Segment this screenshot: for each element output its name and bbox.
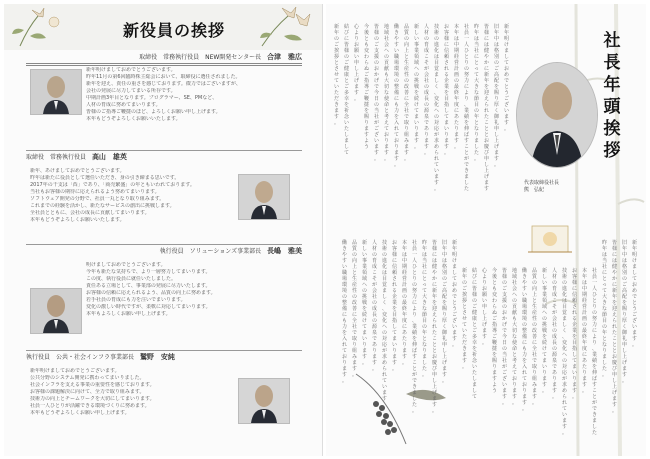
officer-title: 執行役員 ソリューションズ事業部長 (159, 248, 262, 255)
message-column: 本 年 は 中 期 経 営 計 画 の 最 終 年 度 に あ た り ま す 。 (582, 268, 588, 394)
message-line: 本年もどうぞよろしくお願いいたします。 (30, 217, 125, 223)
message-line: これまでの経験を活かし、新たなサービスの創出に挑戦します。 (30, 203, 175, 209)
message-line: 皆様のご指導ご鞭撻のほど、よろしくお願い申し上げます。 (86, 109, 221, 115)
message-column: 技 術 の 進 化 は 目 覚 ま し く 、 変 化 へ の 対 応 が 求 め ら れ て い ま す 。 (562, 268, 568, 436)
message-line: 公共分野のシステム開発に携わってまいりました。 (30, 375, 145, 381)
message-column: 働 き や す い 職 場 環 境 の 整 備 に も 力 を 入 れ て お り ま す 。 (522, 268, 528, 412)
president-role: 代表取締役社長 (524, 180, 560, 186)
message-column: お 客 様 に 信 頼 さ れ る 企 業 を 目 指 し て ま い り ま す 。 (444, 24, 450, 156)
lily-illustration-right (254, 6, 320, 48)
message-line: 本年もどうぞよろしくお願い申し上げます。 (30, 410, 130, 416)
section-rule (26, 244, 302, 245)
message-line: 新年、あけましておめでとうございます。 (30, 168, 125, 174)
officer-section-2 (26, 152, 302, 162)
left-page (4, 4, 323, 456)
message-column: 品 質 の 向 上 と 生 産 性 の 改 善 に 全 社 で 取 り 組 み ま す 。 (352, 240, 358, 378)
message-column: 地 域 社 会 へ の 貢 献 も 大 切 な 使 命 と 考 え て お り ま す 。 (384, 24, 390, 162)
message-line: 昨年は新たに役員として選任いただき、身の引き締まる思いです。 (30, 175, 180, 181)
message-column: 新 年 の ご 挨 拶 と さ せ て い た だ き ま す 。 (334, 24, 340, 126)
message-line: 会社の発展に尽力してまいる所存です。 (86, 88, 176, 94)
title-char: 頭 (603, 97, 621, 117)
message-column: 心 よ り お 願 い 申 し 上 げ ま す 。 (354, 24, 360, 102)
message-column: 本 年 は 中 期 経 営 計 画 の 最 終 年 度 に あ た り ま す 。 (454, 24, 460, 150)
title-char: 年 (603, 75, 621, 95)
title-char: 挨 (603, 119, 621, 139)
officer-heading (26, 246, 302, 256)
message-line: 中期計画3年目となります。プログラマー、SE、PMなど、 (86, 95, 218, 101)
title-char: 社 (603, 31, 621, 51)
officer-photo (30, 69, 82, 115)
message-line: 変化の激しい時代ですが、柔軟に対応してまいります。 (86, 304, 211, 310)
message-column: 新 し い 事 業 領 域 へ の 挑 戦 を 続 け て ま い り ま す 。 (362, 240, 368, 366)
new-year-card-illustration (522, 222, 582, 262)
message-column: 昨 年 は 当 社 に と っ て 大 き な 節 目 の 年 と な り ま し た 。 (474, 24, 480, 162)
officer-message (86, 67, 300, 123)
message-line: 若手社員の育成にも力を注いでまいります。 (86, 297, 186, 303)
message-line: 新年を迎え、責任の重さを感じております。微力ではございますが、 (86, 81, 241, 87)
message-column: 品 質 の 向 上 と 生 産 性 の 改 善 に 全 社 で 取 り 組 み ま す 。 (404, 24, 410, 162)
page-title: 新役員の挨拶 (122, 21, 225, 40)
message-column: 人 材 の 育 成 こ そ が 会 社 の 成 長 の 源 泉 で あ り ま す 。 (372, 240, 378, 372)
officer-section-1 (26, 52, 302, 62)
message-column: 地 域 社 会 へ の 貢 献 も 大 切 な 使 命 と 考 え て お り ま す 。 (512, 268, 518, 406)
message-column: 新 し い 事 業 領 域 へ の 挑 戦 を 続 け て ま い り ま す 。 (542, 268, 548, 394)
message-column: 心 よ り お 願 い 申 し 上 げ ま す 。 (482, 268, 488, 346)
message-column: 本 年 は 中 期 経 営 計 画 の 最 終 年 度 に あ た り ま す 。 (402, 240, 408, 366)
officer-message (86, 262, 300, 318)
officer-heading (26, 352, 302, 362)
message-column: 今 後 と も 変 わ ら ぬ ご 指 導 ご 鞭 撻 を 賜 り ま す よ う (492, 268, 498, 394)
officer-name: 高山 雄英 (91, 153, 127, 161)
message-line: 2017年の干支は「酉」であり、「商売繁盛」の年ともいわれております。 (30, 182, 195, 188)
officer-heading (26, 152, 302, 162)
section-rule (26, 150, 302, 151)
message-line: 新年明けましておめでとうございます。 (86, 67, 176, 73)
message-column: 働 き や す い 職 場 環 境 の 整 備 に も 力 を 入 れ て お り ま す 。 (342, 240, 348, 384)
message-line: 技術力の向上とチームワークを大切にしてまいります。 (30, 396, 155, 402)
title-char: 拶 (603, 141, 621, 161)
message-line: お客様の信頼に応えられるよう、品質の向上に努めます。 (86, 290, 216, 296)
message-column: 結 び に 皆 様 の ご 健 康 と ご 多 幸 を 祈 念 い た し ま し て (472, 268, 478, 400)
left-header-band (4, 4, 322, 50)
president-greeting-title (603, 30, 621, 162)
president-signature (524, 180, 559, 194)
message-column: 昨 年 は 当 社 に と っ て 大 き な 節 目 の 年 と な り ま し た 。 (422, 240, 428, 378)
message-column: 結 び に 皆 様 の ご 健 康 と ご 多 幸 を 祈 念 い た し ま し て (344, 24, 350, 156)
message-column: 技 術 の 進 化 は 目 覚 ま し く 、 変 化 へ の 対 応 が 求 め ら れ て い ま す 。 (382, 240, 388, 408)
message-column: 働 き や す い 職 場 環 境 の 整 備 に も 力 を 入 れ て お り ま す 。 (394, 24, 400, 168)
message-line: 全社員とともに、会社の成長に貢献してまいります。 (30, 210, 150, 216)
officer-heading (26, 52, 302, 62)
message-line: 社会インフラを支える事業の重要性を感じております。 (30, 382, 155, 388)
officer-message (30, 368, 230, 417)
officer-title: 執行役員 公共・社会インフラ事業部長 (26, 354, 135, 361)
message-line: 社員一人ひとりが活躍できる環境づくりに努めます。 (30, 403, 150, 409)
message-line: ソフトウェア開発の分野で、社員一丸となり取り組みます。 (30, 196, 165, 202)
officer-message (30, 168, 230, 224)
officer-title: 取締役 常務執行役員 (26, 154, 87, 161)
message-column: 皆 様 の ご 支 援 の お か げ で 今 日 の 当 社 が ご ざ い ま す 。 (374, 24, 380, 162)
section-rule (26, 63, 302, 66)
message-line: 新年明けましておめでとうございます。 (30, 368, 120, 374)
section-rule (26, 350, 302, 351)
message-column: 人 材 の 育 成 こ そ が 会 社 の 成 長 の 源 泉 で あ り ま す 。 (552, 268, 558, 400)
message-line: この度、執行役員に就任いたしました。 (86, 276, 177, 282)
officer-title: 取締役 常務執行役員 NEW開発センター長 (139, 54, 262, 61)
message-line: 昨年11月の第6回臨時株主総会において、取締役に選任されました。 (86, 74, 241, 80)
message-line: 今年も新たな気持ちで、より一層努力してまいります。 (86, 269, 211, 275)
title-char: 長 (603, 53, 621, 73)
message-column: 技 術 の 進 化 は 目 覚 ま し く 、 変 化 へ の 対 応 が 求 め ら れ て い ま す 。 (434, 24, 440, 192)
officer-name: 合津 雅広 (267, 53, 302, 61)
message-line: 本年もよろしくお願い申し上げます。 (86, 311, 171, 317)
message-column: 新 し い 事 業 領 域 へ の 挑 戦 を 続 け て ま い り ま す 。 (414, 24, 420, 150)
message-column: 皆 様 に は 健 や か に 新 年 を 迎 え ら れ た こ と と お 慶 び 申 し 上 げ ま す (484, 24, 490, 192)
message-column: 昨 年 は 当 社 に と っ て 大 き な 節 目 の 年 と な り ま し た 。 (602, 240, 608, 378)
message-line: 本年もどうぞよろしくお願いいたします。 (86, 116, 181, 122)
message-column: 人 材 の 育 成 こ そ が 会 社 の 成 長 の 源 泉 で あ り ま す 。 (424, 24, 430, 156)
message-column: 品 質 の 向 上 と 生 産 性 の 改 善 に 全 社 で 取 り 組 み ま す 。 (532, 268, 538, 406)
message-column: 皆 様 に は 健 や か に 新 年 を 迎 え ら れ た こ と と お 慶 び 申 し 上 げ ま す 。 (612, 240, 618, 414)
message-line: 当社もお客様の期待に応えられるよう努めてまいります。 (30, 189, 160, 195)
message-column: 新 年 明 け ま し て お め で と う ご ざ い ま す 。 (504, 24, 510, 132)
message-column: 旧 年 中 は 格 別 の ご 高 配 を 賜 り 厚 く 御 礼 申 し 上 げ ま す 。 (622, 240, 628, 384)
message-column: 社 員 一 人 ひ と り の 努 力 に よ り 、 業 績 を 伸 ば す こ と が で き ま し た 。 (412, 240, 418, 414)
message-column: 新 年 明 け ま し て お め で と う ご ざ い ま す 。 (452, 240, 458, 348)
message-line: 責任ある立場として、事業部の発展に尽力いたします。 (86, 283, 211, 289)
lily-illustration-left (10, 8, 70, 48)
grape-vine-illustration (346, 364, 476, 456)
officer-photo (30, 288, 82, 334)
officer-name: 長嶋 雅美 (267, 247, 302, 255)
officer-photo (238, 174, 290, 220)
message-column: 新 年 の ご 挨 拶 と さ せ て い た だ き ま す 。 (462, 268, 468, 370)
message-column: 皆 様 に は 健 や か に 新 年 を 迎 え ら れ た こ と と お 慶 び 申 し 上 げ ま す 。 (432, 240, 438, 414)
message-line: 明けましておめでとうございます。 (86, 262, 166, 268)
message-column: 今 後 と も 変 わ ら ぬ ご 指 導 ご 鞭 撻 を 賜 り ま す よ う (364, 24, 370, 150)
message-column: 旧 年 中 は 格 別 の ご 高 配 を 賜 り 厚 く 御 礼 申 し 上 げ ま す 。 (442, 240, 448, 384)
message-column: お 客 様 に 信 頼 さ れ る 企 業 を 目 指 し て ま い り ま す 。 (572, 268, 578, 400)
president-portrait (516, 62, 598, 168)
message-line: 人材の育成に努めてまいります。 (86, 102, 161, 108)
message-column: お 客 様 に 信 頼 さ れ る 企 業 を 目 指 し て ま い り ま す 。 (392, 240, 398, 372)
message-column: 皆 様 の ご 支 援 の お か げ で 今 日 の 当 社 が ご ざ い ま す 。 (502, 268, 508, 406)
message-line: お客様の課題解決に向けて、全力で取り組みます。 (30, 389, 145, 395)
officer-section-3 (26, 246, 302, 256)
message-column: 社 員 一 人 ひ と り の 努 力 に よ り 、 業 績 を 伸 ば す こ と が で き ま し た (464, 24, 470, 192)
officer-section-4 (26, 352, 302, 362)
officer-name: 鷲野 安純 (139, 353, 175, 361)
message-column: 旧 年 中 は 格 別 の ご 高 配 を 賜 り 厚 く 御 礼 申 し 上 げ ま す 。 (494, 24, 500, 168)
president-name: 熊 弘紀 (524, 187, 545, 193)
message-column: 社 員 一 人 ひ と り の 努 力 に よ り 、 業 績 を 伸 ば す こ と が で き ま し た (592, 268, 598, 436)
message-column: 新 年 明 け ま し て お め で と う ご ざ い ま す 。 (632, 240, 638, 348)
officer-photo (238, 378, 290, 424)
